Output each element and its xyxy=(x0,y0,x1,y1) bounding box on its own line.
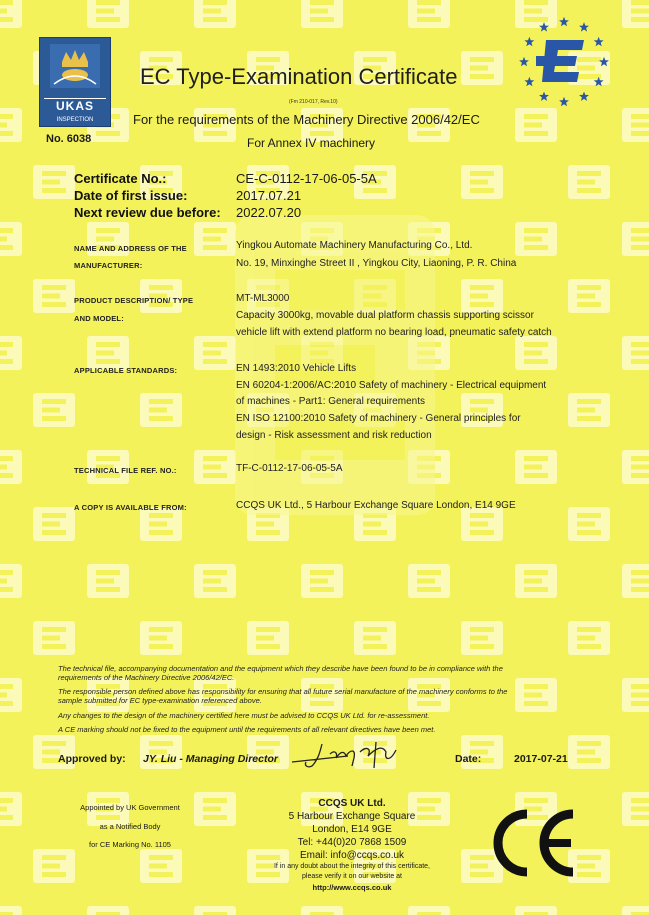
footer-verify-line: If in any doubt about the integrity of this certificate, xyxy=(273,863,431,870)
star-icon xyxy=(579,22,589,31)
standard-line: EN ISO 12100:2010 Safety of machinery - General principles for xyxy=(236,413,521,424)
star-icon xyxy=(519,57,529,66)
review-value: 2022.07.20 xyxy=(236,205,302,220)
standard-line: design - Risk assessment and risk reduction xyxy=(236,430,432,441)
first-issue-value: 2017.07.21 xyxy=(236,188,302,203)
copy-available-value: CCQS UK Ltd., 5 Harbour Exchange Square London, E14 9GE xyxy=(236,500,516,511)
product-description-1: Capacity 3000kg, movable dual platform chassis supporting scissor xyxy=(236,310,534,321)
ukas-crown-icon xyxy=(40,38,110,126)
form-reference: (Fm 210-017, Rev.10) xyxy=(289,99,338,105)
date-value: 2017-07-21 xyxy=(514,753,568,765)
first-issue-label: Date of first issue: xyxy=(74,188,188,203)
ukas-logo xyxy=(39,37,111,127)
standards-label: APPLICABLE STANDARDS: xyxy=(74,366,178,375)
manufacturer-label-2: MANUFACTURER: xyxy=(74,261,143,270)
manufacturer-name: Yingkou Automate Machinery Manufacturing Co., Ltd. xyxy=(236,240,473,251)
certificate-no-label: Certificate No.: xyxy=(74,171,167,186)
notified-body-line: Appointed by UK Government xyxy=(80,803,180,812)
ukas-number: No. 6038 xyxy=(46,133,92,145)
standard-line: EN 1493:2010 Vehicle Lifts xyxy=(236,363,357,374)
responsibility-note: The responsible person defined above has responsibility for ensuring that all future serial manufacture of the machinery conforms to the xyxy=(58,687,508,696)
annex-line: For Annex IV machinery xyxy=(247,136,376,150)
star-icon xyxy=(594,77,604,86)
footer-address-line: 5 Harbour Exchange Square xyxy=(288,811,416,822)
ce-mark-icon xyxy=(489,808,579,878)
directive-subtitle: For the requirements of the Machinery Directive 2006/42/EC xyxy=(133,112,480,127)
star-icon xyxy=(539,91,549,100)
approved-by-label: Approved by: xyxy=(58,753,126,765)
footer-email: Email: info@ccqs.co.uk xyxy=(299,850,405,861)
approver-name: JY. Liu - Managing Director xyxy=(143,753,278,765)
product-label-2: AND MODEL: xyxy=(74,314,124,323)
tech-file-label: TECHNICAL FILE REF. NO.: xyxy=(74,466,177,475)
star-icon xyxy=(594,37,604,46)
compliance-note: requirements of the Machinery Directive 2006/42/EC. xyxy=(58,673,235,682)
notified-body-line: for CE Marking No. 1105 xyxy=(89,840,171,849)
manufacturer-label: NAME AND ADDRESS OF THE xyxy=(74,244,187,253)
star-icon xyxy=(579,91,589,100)
changes-note: Any changes to the design of the machinery certified here must be advised to CCQS UK Ltd. for re-assessment. xyxy=(58,711,430,720)
svg-text:INSPECTION: INSPECTION xyxy=(56,117,94,123)
star-icon xyxy=(559,97,569,106)
review-label: Next review due before: xyxy=(74,205,221,220)
product-model: MT-ML3000 xyxy=(236,293,290,304)
product-label: PRODUCT DESCRIPTION/ TYPE xyxy=(74,296,194,305)
certificate-no-value: CE-C-0112-17-06-05-5A xyxy=(236,171,377,186)
ce-marking-note: A CE marking should not be fixed to the equipment until the requirements of all relevant directives have been met. xyxy=(58,725,436,734)
date-label: Date: xyxy=(455,753,482,765)
signature-icon xyxy=(290,738,420,770)
footer-verify-line: please verify it on our website at xyxy=(302,873,402,880)
product-description-2: vehicle lift with extend platform no bearing load, pneumatic safety catch xyxy=(236,327,552,338)
certificate-title: EC Type-Examination Certificate xyxy=(140,64,458,89)
footer-company: CCQS UK Ltd. xyxy=(318,798,386,809)
star-icon xyxy=(524,37,534,46)
standard-line: of machines - Part1: General requirements xyxy=(236,396,425,407)
star-icon xyxy=(599,57,609,66)
standard-line: EN 60204-1:2006/AC:2010 Safety of machinery - Electrical equipment xyxy=(236,380,547,391)
footer-website-link[interactable]: http://www.ccqs.co.uk xyxy=(312,883,392,892)
svg-text:UKAS: UKAS xyxy=(55,99,95,113)
star-icon xyxy=(524,77,534,86)
copy-available-label: A COPY IS AVAILABLE FROM: xyxy=(74,503,187,512)
star-icon xyxy=(539,22,549,31)
tech-file-value: TF-C-0112-17-06-05-5A xyxy=(236,463,343,474)
ec-stars-logo-icon xyxy=(516,16,612,108)
notified-body-line: as a Notified Body xyxy=(99,822,161,831)
responsibility-note: sample submitted for EC type-examination referenced above. xyxy=(58,696,262,705)
manufacturer-address: No. 19, Minxinghe Street II , Yingkou City, Liaoning, P. R. China xyxy=(236,258,517,269)
compliance-note: The technical file, accompanying documentation and the equipment which they describe have been found to be in compliance with the xyxy=(58,664,503,673)
footer-address-line: London, E14 9GE xyxy=(312,824,392,835)
footer-tel: Tel: +44(0)20 7868 1509 xyxy=(297,837,407,848)
star-icon xyxy=(559,17,569,26)
